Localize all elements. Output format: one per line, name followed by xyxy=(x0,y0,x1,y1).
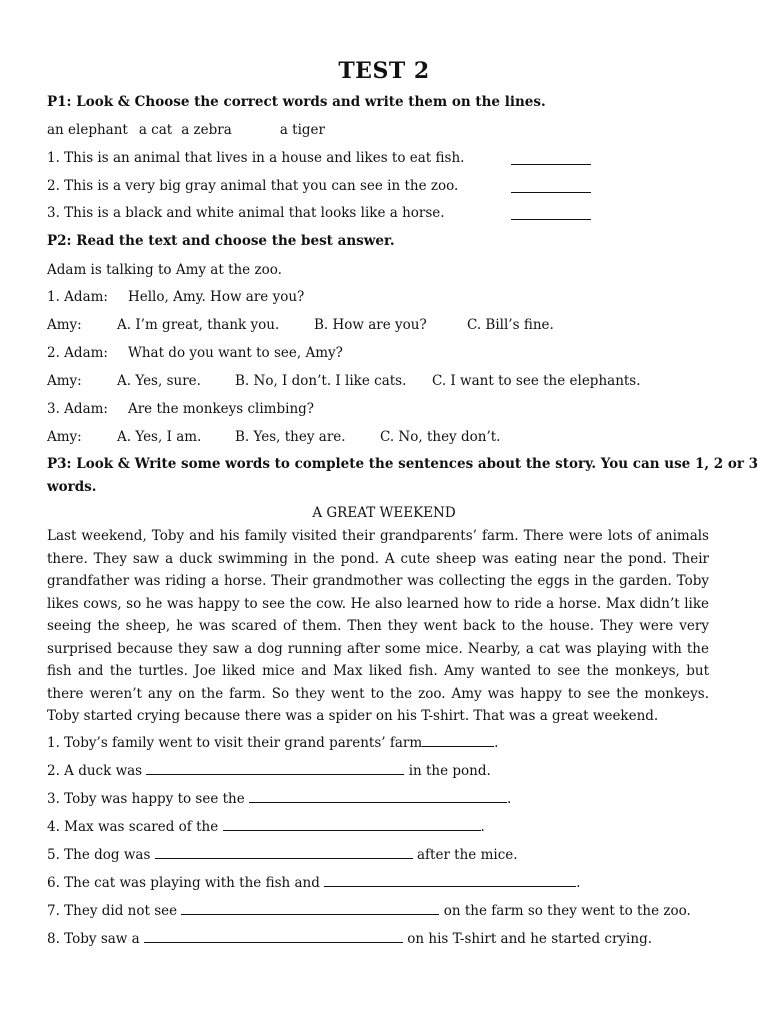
p2-heading: P2: Read the text and choose the best answer. xyxy=(47,233,395,249)
option-a[interactable]: A. Yes, sure. xyxy=(117,373,201,389)
word-bank-item: an elephant xyxy=(47,122,128,138)
question-row xyxy=(47,345,343,361)
page-title: TEST 2 xyxy=(338,58,430,84)
option-c[interactable]: C. I want to see the elephants. xyxy=(432,373,641,389)
p3-item: 6. The cat was playing with the fish and . xyxy=(47,875,581,891)
answer-row xyxy=(47,373,641,389)
answer-blank[interactable] xyxy=(181,901,439,915)
option-c[interactable]: C. No, they don’t. xyxy=(380,429,501,445)
answer-line[interactable] xyxy=(511,164,591,165)
p3-item: 4. Max was scared of the . xyxy=(47,819,485,835)
p3-item: 1. Toby’s family went to visit their grand parents’ farm . xyxy=(47,735,499,751)
story-title: A GREAT WEEKEND xyxy=(312,505,456,521)
answer-blank[interactable] xyxy=(155,845,413,859)
question-row xyxy=(47,289,304,305)
p3-item: 5. The dog was after the mice. xyxy=(47,847,518,863)
word-bank-item: a tiger xyxy=(279,122,325,138)
p1-item: 3. This is a black and white animal that looks like a horse. xyxy=(47,205,445,221)
p1-item: 2. This is a very big gray animal that you can see in the zoo. xyxy=(47,178,459,194)
word-bank xyxy=(47,122,325,138)
question-text: What do you want to see, Amy? xyxy=(127,345,343,361)
speaker-label: Amy: xyxy=(47,373,82,389)
speaker-label: 2. Adam: xyxy=(47,345,108,361)
p3-heading: P3: Look & Write some words to complete the sentences about the story. You can use 1, 2 or 3 xyxy=(47,456,759,472)
p3-item: 3. Toby was happy to see the . xyxy=(47,791,512,807)
speaker-label: 3. Adam: xyxy=(47,401,108,417)
word-bank-item: a zebra xyxy=(181,122,232,138)
p1-item: 1. This is an animal that lives in a house and likes to eat fish. xyxy=(47,150,465,166)
option-b[interactable]: B. How are you? xyxy=(314,317,427,333)
answer-blank[interactable] xyxy=(422,733,494,747)
p3-item: 2. A duck was in the pond. xyxy=(47,763,491,779)
p3-item: 8. Toby saw a on his T-shirt and he started crying. xyxy=(47,931,652,947)
question-text: Are the monkeys climbing? xyxy=(127,401,315,417)
answer-blank[interactable] xyxy=(146,761,404,775)
answer-line[interactable] xyxy=(511,192,591,193)
option-c[interactable]: C. Bill’s fine. xyxy=(467,317,554,333)
p2-intro: Adam is talking to Amy at the zoo. xyxy=(47,262,282,278)
answer-blank[interactable] xyxy=(324,873,576,887)
answer-row xyxy=(47,429,500,445)
p3-item: 7. They did not see on the farm so they went to the zoo. xyxy=(47,903,691,919)
answer-line[interactable] xyxy=(511,219,591,220)
speaker-label: Amy: xyxy=(47,429,82,445)
option-a[interactable]: A. I’m great, thank you. xyxy=(117,317,280,333)
story-text: Last weekend, Toby and his family visited their grandparents’ farm. There were lots of animals there. They saw a duck swimming in the pond. A cute sheep was eating near the pond. Their grandfather was riding a horse. Their grandmother was collecting the eggs in the garden. Toby likes cows, so he was happy to see the cow. He also learned how to ride a horse. Max didn’t like seeing the sheep, he was scared of them. Then they went back to the house. They were very surprised because they saw a dog running after some mice. Nearby, a cat was playing with the fish and the turtles. Joe liked mice and Max liked fish. Amy wanted to see the monkeys, but there weren’t any on the farm. So they went to the zoo. Amy was happy to see the monkeys. Toby started crying because there was a spider on his T-shirt. That was a great weekend. xyxy=(47,528,709,724)
option-b[interactable]: B. Yes, they are. xyxy=(235,429,346,445)
question-text: Hello, Amy. How are you? xyxy=(127,289,305,305)
question-row xyxy=(47,401,314,417)
p3-heading-continued: words. xyxy=(47,479,97,495)
speaker-label: 1. Adam: xyxy=(47,289,108,305)
option-b[interactable]: B. No, I don’t. I like cats. xyxy=(235,373,407,389)
answer-blank[interactable] xyxy=(144,929,403,943)
answer-row xyxy=(47,317,554,333)
option-a[interactable]: A. Yes, I am. xyxy=(117,429,202,445)
word-bank-item: a cat xyxy=(138,122,173,138)
p1-heading: P1: Look & Choose the correct words and write them on the lines. xyxy=(47,94,546,110)
answer-blank[interactable] xyxy=(249,789,507,803)
answer-blank[interactable] xyxy=(223,817,481,831)
speaker-label: Amy: xyxy=(47,317,82,333)
